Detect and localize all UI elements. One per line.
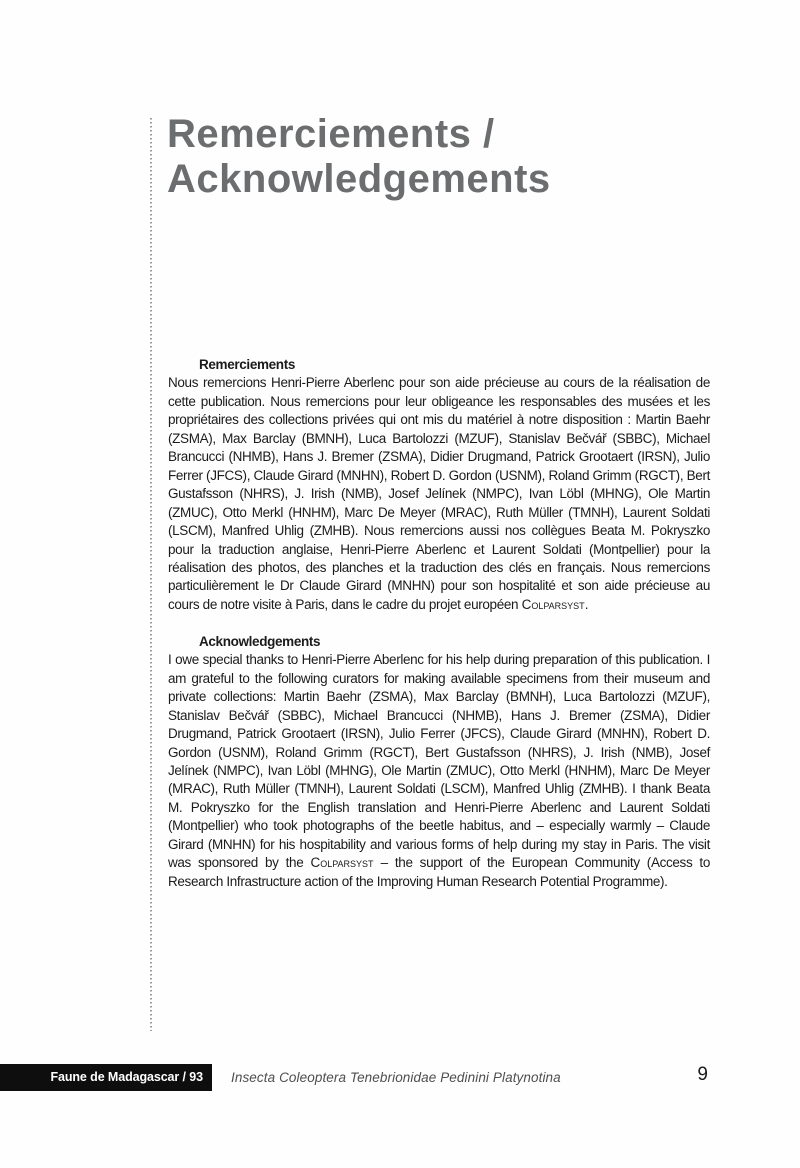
section-heading-acknowledgements: Acknowledgements [199, 633, 321, 649]
french-paragraph [168, 374, 710, 614]
running-title: Insecta Coleoptera Tenebrionidae Pedinini Platynotina [231, 1070, 561, 1085]
colparsyst-smallcaps: Colparsyst [521, 596, 585, 612]
page-number: 9 [697, 1064, 708, 1085]
page-body [168, 356, 710, 891]
french-paragraph-text: Nous remercions Henri-Pierre Aberlenc pour son aide précieuse au cours de la réalisation de cette publication. Nous remercions pour leur obligeance les responsables des musées et les propriétaires des collections privées qui ont mis du matériel à notre disposition : Martin Baehr (ZSMA), Max Barclay (BMNH), Luca Bartolozzi (MZUF), Stanislav Bečvář (SBBC), Michael Brancucci (NHMB), Hans J. Bremer (ZSMA), Didier Drugmand, Patrick Grootaert (IRSN), Julio Ferrer (JFCS), Claude Girard (MNHN), Robert D. Gordon (USNM), Roland Grimm (RGCT), Bert Gustafsson (NHRS), J. Irish (NMB), Josef Jelínek (NMPC), Ivan Löbl (MHNG), Ole Martin (ZMUC), Otto Merkl (HNHM), Marc De Meyer (MRAC), Ruth Müller (TMNH), Laurent Soldati (LSCM), Manfred Uhlig (ZMHB). Nous remercions aussi nos collègues Beata M. Pokryszko pour la traduction anglaise, Henri-Pierre Aberlenc et Laurent Soldati (Montpellier) pour la réalisation des photos, des planches et la traduction des clés en français. Nous remercions particulièrement le Dr Claude Girard (MNHN) pour son hospitalité et son aide précieuse au cours de notre visite à Paris, dans le cadre du projet européen [168, 375, 710, 612]
colparsyst-smallcaps: Colparsyst [310, 855, 374, 871]
english-paragraph-text: I owe special thanks to Henri-Pierre Aberlenc for his help during preparation of this publication. I am grateful to the following curators for making available specimens from their museum and private collections: Martin Baehr (ZSMA), Max Barclay (BMNH), Luca Bartolozzi (MZUF), Stanislav Bečvář (SBBC), Michael Brancucci (NHMB), Hans J. Bremer (ZSMA), Didier Drugmand, Patrick Grootaert (IRSN), Julio Ferrer (JFCS), Claude Girard (MNHN), Robert D. Gordon (USNM), Roland Grimm (RGCT), Bert Gustafsson (NHRS), J. Irish (NMB), Josef Jelínek (NMPC), Ivan Löbl (MHNG), Ole Martin (ZMUC), Otto Merkl (HNHM), Marc De Meyer (MRAC), Ruth Müller (TMNH), Laurent Soldati (LSCM), Manfred Uhlig (ZMHB). I thank Beata M. Pokryszko for the English translation and Henri-Pierre Aberlenc and Laurent Soldati (Montpellier) who took photographs of the beetle habitus, and – especially warmly – Claude Girard (MNHN) for his hospitability and various forms of help during my stay in Paris. The visit was sponsored by the [168, 652, 710, 871]
page-title-line-2: Acknowledgements [167, 157, 551, 201]
english-paragraph [168, 651, 710, 891]
section-heading-remerciements: Remerciements [199, 357, 296, 372]
english-paragraph-end: – the support of the European Community (Access to Research Infrastructure action of the Improving Human Research Potential Programme). [168, 855, 710, 889]
french-paragraph-end: . [584, 596, 589, 612]
dotted-margin-rule [150, 118, 152, 1031]
page-title [167, 112, 551, 202]
series-badge: Faune de Madagascar / 93 [0, 1064, 212, 1091]
page-title-line-1: Remerciements / [167, 112, 495, 156]
